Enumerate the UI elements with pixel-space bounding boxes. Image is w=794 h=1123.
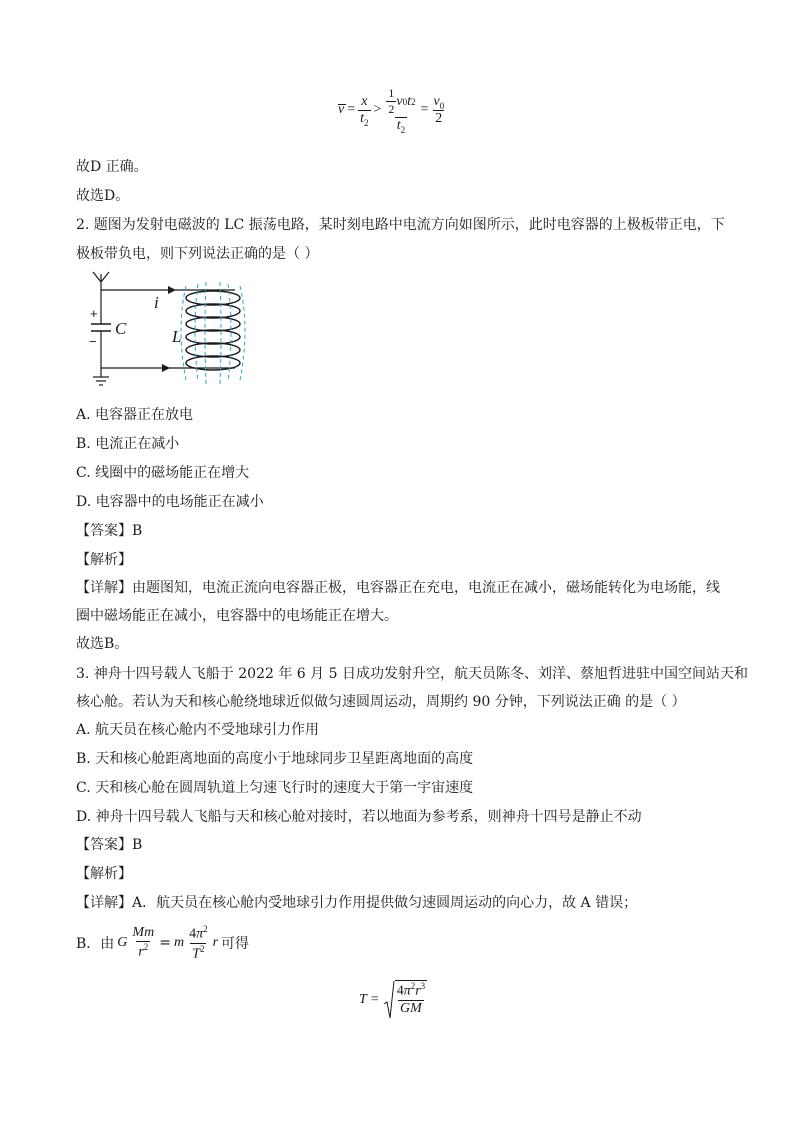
- formula-period: T = $\frac{4\pi^2r^3}{GM}$: [359, 980, 427, 1020]
- q3-option-d: D. 神舟十四号载人飞船与天和核心舱对接时，若以地面为参考系，则神舟十四号是静止不动: [76, 809, 642, 825]
- fraction-half-v0-t2-over-t2: $\frac{1}{2}$ v 0 t 2 $t_2$: [388, 86, 416, 135]
- sqrt-expression: $\frac{4\pi^2r^3}{GM}$: [383, 980, 427, 1020]
- sqrt-icon: [383, 980, 395, 1020]
- ground-icon: [93, 368, 109, 385]
- plus-sign: +: [90, 306, 98, 321]
- q3-stem-line2: 核心舱。若认为天和核心舱绕地球近似做匀速圆周运动，周期约 90 分钟，下列说法正确 的是（ ）: [76, 694, 686, 710]
- inductor-coil: [186, 291, 240, 370]
- q3-detail-a: 【详解】A．航天员在核心舱内受地球引力作用提供做匀速圆周运动的向心力，故 A 错误；: [76, 895, 638, 911]
- q3-option-b: B. 天和核心舱距离地面的高度小于地球同步卫星距离地面的高度: [76, 751, 474, 767]
- fraction-mm-over-r2: $\frac{Mm}{r^2}$: [132, 925, 155, 960]
- prev-conclusion-d: 故D 正确。: [76, 159, 148, 175]
- q2-conclusion: 故选B。: [76, 636, 129, 652]
- q2-answer: 【答案】B: [76, 523, 143, 539]
- q3-option-c: C. 天和核心舱在圆周轨道上匀速飞行时的速度大于第一宇宙速度: [76, 780, 474, 796]
- fraction-4pi2-over-t2: $\frac{4\pi^2}{T^2}$: [189, 924, 208, 962]
- formula-average-velocity: v = $\frac{x}{t_2}$ > $\frac{1}{2}$ v 0 t 2 $t_2$ = $\frac{v_0}{2}$: [338, 86, 445, 135]
- fraction-x-over-t2: $\frac{x}{t_2}$: [360, 93, 369, 128]
- q2-detail-line2: 圈中磁场能正在减小，电容器中的电场能正在增大。: [76, 608, 398, 624]
- q3-detail-b: B．由 G $\frac{Mm}{r^2}$ = m $\frac{4\pi^2}{T^2}$ r 可得: [76, 924, 250, 962]
- inductor-label-l: L: [172, 327, 182, 346]
- q2-detail-line1: 【详解】由题图知，电流正流向电容器正极，电容器正在充电，电流正在减小，磁场能转化为电场能，线: [76, 580, 720, 596]
- lc-circuit-diagram: [80, 268, 260, 398]
- q3-analysis-heading: 【解析】: [76, 866, 132, 882]
- prev-answer-d: 故选D。: [76, 188, 130, 204]
- fraction-v0-over-2: $\frac{v_0}{2}$: [433, 93, 445, 127]
- q2-option-d: D. 电容器中的电场能正在减小: [76, 494, 264, 510]
- capacitor-label-c: C: [115, 319, 127, 338]
- q3-stem-line1: 3. 神舟十四号载人飞船于 2022 年 6 月 5 日成功发射升空，航天员陈冬、刘洋、蔡旭哲进驻中国空间站天和: [76, 666, 748, 682]
- q2-stem-line2: 极板带负电，则下列说法正确的是（ ）: [76, 246, 319, 262]
- minus-sign: −: [89, 334, 97, 349]
- q2-stem-line1: 2. 题图为发射电磁波的 LC 振荡电路，某时刻电路中电流方向如图所示，此时电容器的上极板带正电，下: [76, 217, 725, 233]
- v-bar: v: [338, 102, 345, 118]
- q3-answer: 【答案】B: [76, 837, 143, 853]
- q2-option-b: B. 电流正在减小: [76, 436, 180, 452]
- current-arrow-top: [168, 286, 176, 294]
- q2-option-c: C. 线圈中的磁场能正在增大: [76, 465, 250, 481]
- q2-option-a: A. 电容器正在放电: [76, 407, 194, 423]
- q2-analysis-heading: 【解析】: [76, 552, 132, 568]
- current-label-i: i: [154, 293, 159, 312]
- q3-option-a: A. 航天员在核心舱内不受地球引力作用: [76, 722, 320, 738]
- antenna-icon: [93, 272, 109, 290]
- current-arrow-bottom: [162, 364, 170, 372]
